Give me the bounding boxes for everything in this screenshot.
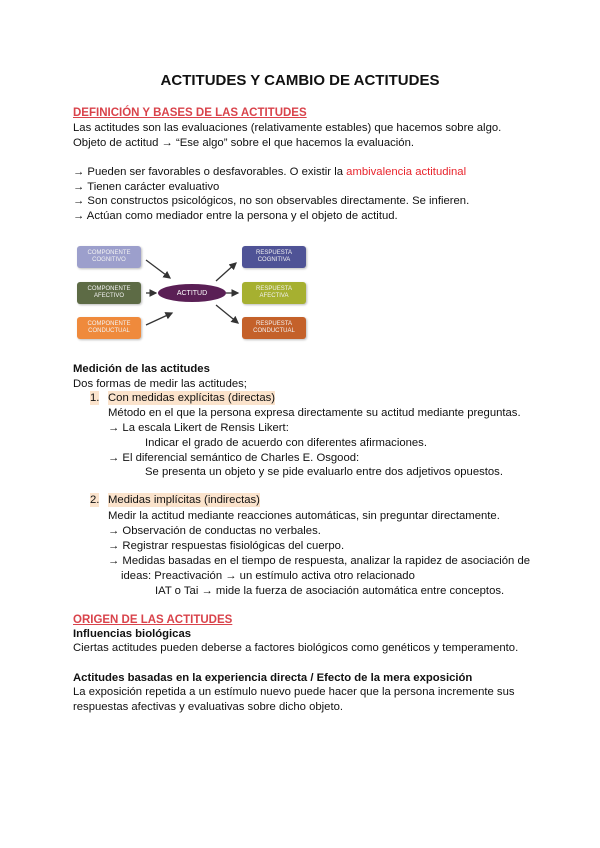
bullet: → El diferencial semántico de Charles E. Osgood: <box>108 452 360 464</box>
arrow <box>216 305 238 323</box>
diagram-arrows <box>0 0 600 360</box>
box-respuesta-cognitiva: RESPUESTA COGNITIVA <box>242 246 306 268</box>
subheading: Actitudes basadas en la experiencia directa / Efecto de la mera exposición <box>73 672 473 684</box>
box-respuesta-conductual: RESPUESTA CONDUCTUAL <box>242 317 306 339</box>
paragraph: La exposición repetida a un estímulo nuevo puede hacer que la persona incremente sus <box>73 686 515 698</box>
paragraph: Método en el que la persona expresa directamente su actitud mediante preguntas. <box>108 407 521 419</box>
arrow <box>146 313 172 325</box>
bullet: → Registrar respuestas fisiológicas del cuerpo. <box>108 540 345 552</box>
bullet: → Actúan como mediador entre la persona y el objeto de actitud. <box>73 210 398 222</box>
section-heading-origen: ORIGEN DE LAS ACTITUDES <box>73 614 233 626</box>
paragraph: IAT o Tai → mide la fuerza de asociación automática entre conceptos. <box>155 585 505 597</box>
list-item-explicitas: Con medidas explícitas (directas) <box>108 392 276 404</box>
page-title: ACTITUDES Y CAMBIO DE ACTITUDES <box>160 72 440 89</box>
bullet: → Observación de conductas no verbales. <box>108 525 321 537</box>
paragraph: ideas: Preactivación → un estímulo activa otro relacionado <box>121 570 415 582</box>
paragraph: Dos formas de medir las actitudes; <box>73 378 247 390</box>
paragraph: Ciertas actitudes pueden deberse a factores biológicos como genéticos y temperamento. <box>73 642 519 654</box>
bullet: → Tienen carácter evaluativo <box>73 181 220 193</box>
arrow <box>216 263 236 281</box>
box-componente-afectivo: COMPONENTE AFECTIVO <box>77 282 141 304</box>
paragraph: Objeto de actitud → “Ese algo” sobre el que hacemos la evaluación. <box>73 137 414 149</box>
bullet: → Medidas basadas en el tiempo de respuesta, analizar la rapidez de asociación de <box>108 555 531 567</box>
paragraph: respuestas afectivas y evaluativas sobre dicho objeto. <box>73 701 344 713</box>
list-item-implicitas: Medidas implícitas (indirectas) <box>108 494 260 506</box>
paragraph: Indicar el grado de acuerdo con diferentes afirmaciones. <box>145 437 427 449</box>
box-componente-conductual: COMPONENTE CONDUCTUAL <box>77 317 141 339</box>
arrow <box>146 260 170 278</box>
subheading: Influencias biológicas <box>73 628 192 640</box>
paragraph: Medir la actitud mediante reacciones automáticas, sin preguntar directamente. <box>108 510 500 522</box>
highlighted-term: ambivalencia actitudinal <box>346 166 467 178</box>
box-componente-cognitivo: COMPONENTE COGNITIVO <box>77 246 141 268</box>
paragraph: Se presenta un objeto y se pide evaluarlo entre dos adjetivos opuestos. <box>145 466 503 478</box>
subheading-medicion: Medición de las actitudes <box>73 363 210 375</box>
bullet-text: → Pueden ser favorables o desfavorables. O existir la <box>73 166 347 178</box>
box-respuesta-afectiva: RESPUESTA AFECTIVA <box>242 282 306 304</box>
list-number: 2. <box>90 494 100 506</box>
bullet: → La escala Likert de Rensis Likert: <box>108 422 289 434</box>
bullet: → Son constructos psicológicos, no son observables directamente. Se infieren. <box>73 195 470 207</box>
list-number: 1. <box>90 392 100 404</box>
actitud-ellipse: ACTITUD <box>158 284 226 302</box>
paragraph: Las actitudes son las evaluaciones (relativamente estables) que hacemos sobre algo. <box>73 122 502 134</box>
section-heading-definicion: DEFINICIÓN Y BASES DE LAS ACTITUDES <box>73 107 307 119</box>
